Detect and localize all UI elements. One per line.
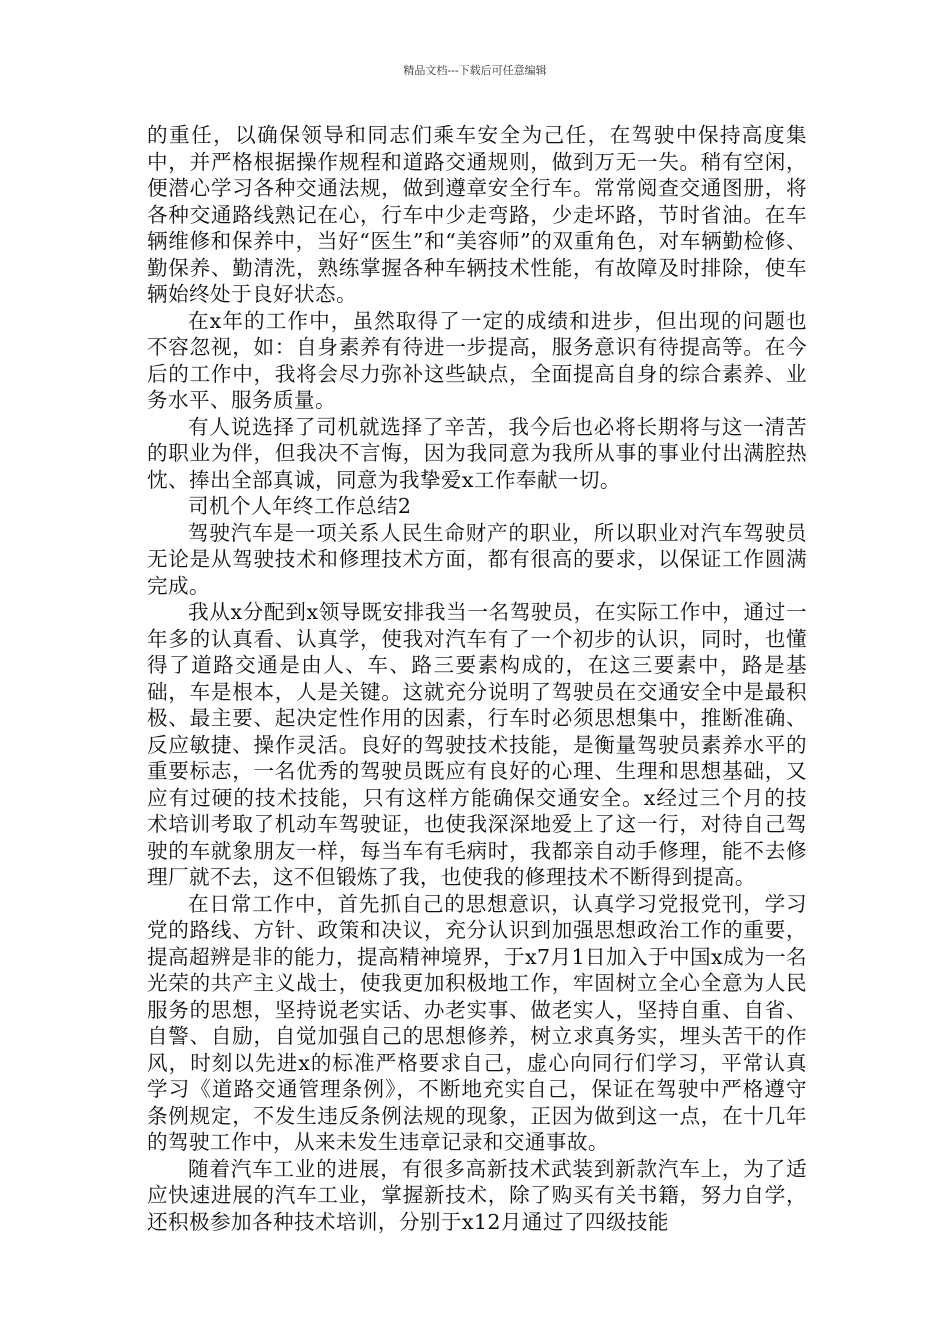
paragraph-8: 随着汽车工业的进展，有很多高新技术武装到新款汽车上，为了适应快速进展的汽车工业，掌握新技术，除了购买有关书籍，努力自学，还积极参加各种技术培训，分别于x12月通过了四级技能: [147, 1156, 807, 1234]
document-body: [147, 122, 807, 1235]
section-heading: 司机个人年终工作总结2: [188, 494, 412, 518]
paragraph-5: 驾驶汽车是一项关系人民生命财产的职业，所以职业对汽车驾驶员无论是从驾驶技术和修理技术方面，都有很高的要求，以保证工作圆满完成。: [147, 520, 807, 598]
page-header: 精品文档---下载后可任意编辑: [403, 64, 547, 77]
paragraph-1: 的重任，以确保领导和同志们乘车安全为己任，在驾驶中保持高度集中，并严格根据操作规程和道路交通规则，做到万无一失。稍有空闲，便潜心学习各种交通法规，做到遵章安全行车。常常阅查交通图册，将各种交通路线熟记在心，行车中少走弯路，少走坏路，节时省油。在车辆维修和保养中，当好“医生”和“美容师”的双重角色，对车辆勤检修、勤保养、勤清洗，熟练掌握各种车辆技术性能，有故障及时排除，使车辆始终处于良好状态。: [147, 123, 807, 306]
paragraph-3: 有人说选择了司机就选择了辛苦，我今后也必将长期将与这一清苦的职业为伴，但我决不言悔，因为我同意为我所从事的事业付出满腔热忱、捧出全部真诚，同意为我挚爱x工作奉献一切。: [147, 414, 807, 492]
paragraph-7: 在日常工作中，首先抓自己的思想意识，认真学习党报党刊，学习党的路线、方针、政策和决议，充分认识到加强思想政治工作的重要，提高超辨是非的能力，提高精神境界，于x7月1日加入于中国x成为一名光荣的共产主义战士，使我更加积极地工作，牢固树立全心全意为人民服务的思想，坚持说老实话、办老实事、做老实人，坚持自重、自省、自警、自励，自觉加强自己的思想修养，树立求真务实，埋头苦干的作风，时刻以先进x的标准严格要求自己，虚心向同行们学习，平常认真学习《道路交通管理条例》，不断地充实自己，保证在驾驶中严格遵守条例规定，不发生违反条例法规的现象，正因为做到这一点，在十几年的驾驶工作中，从来未发生违章记录和交通事故。: [147, 891, 807, 1154]
paragraph-2: 在x年的工作中，虽然取得了一定的成绩和进步，但出现的问题也不容忽视，如：自身素养有待进一步提高，服务意识有待提高等。在今后的工作中，我将会尽力弥补这些缺点，全面提高自身的综合素养、业务水平、服务质量。: [147, 308, 807, 412]
paragraph-6: 我从x分配到x领导既安排我当一名驾驶员，在实际工作中，通过一年多的认真看、认真学，使我对汽车有了一个初步的认识，同时，也懂得了道路交通是由人、车、路三要素构成的，在这三要素中，路是基础，车是根本，人是关键。这就充分说明了驾驶员在交通安全中是最积极、最主要、起决定性作用的因素，行车时必须思想集中，推断准确、反应敏捷、操作灵活。良好的驾驶技术技能，是衡量驾驶员素养水平的重要标志，一名优秀的驾驶员既应有良好的心理、生理和思想基础，又应有过硬的技术技能，只有这样方能确保交通安全。x经过三个月的技术培训考取了机动车驾驶证，也使我深深地爱上了这一行，对待自己驾驶的车就象朋友一样，每当车有毛病时，我都亲自动手修理，能不去修理厂就不去，这不但锻炼了我，也使我的修理技术不断得到提高。: [147, 600, 807, 889]
